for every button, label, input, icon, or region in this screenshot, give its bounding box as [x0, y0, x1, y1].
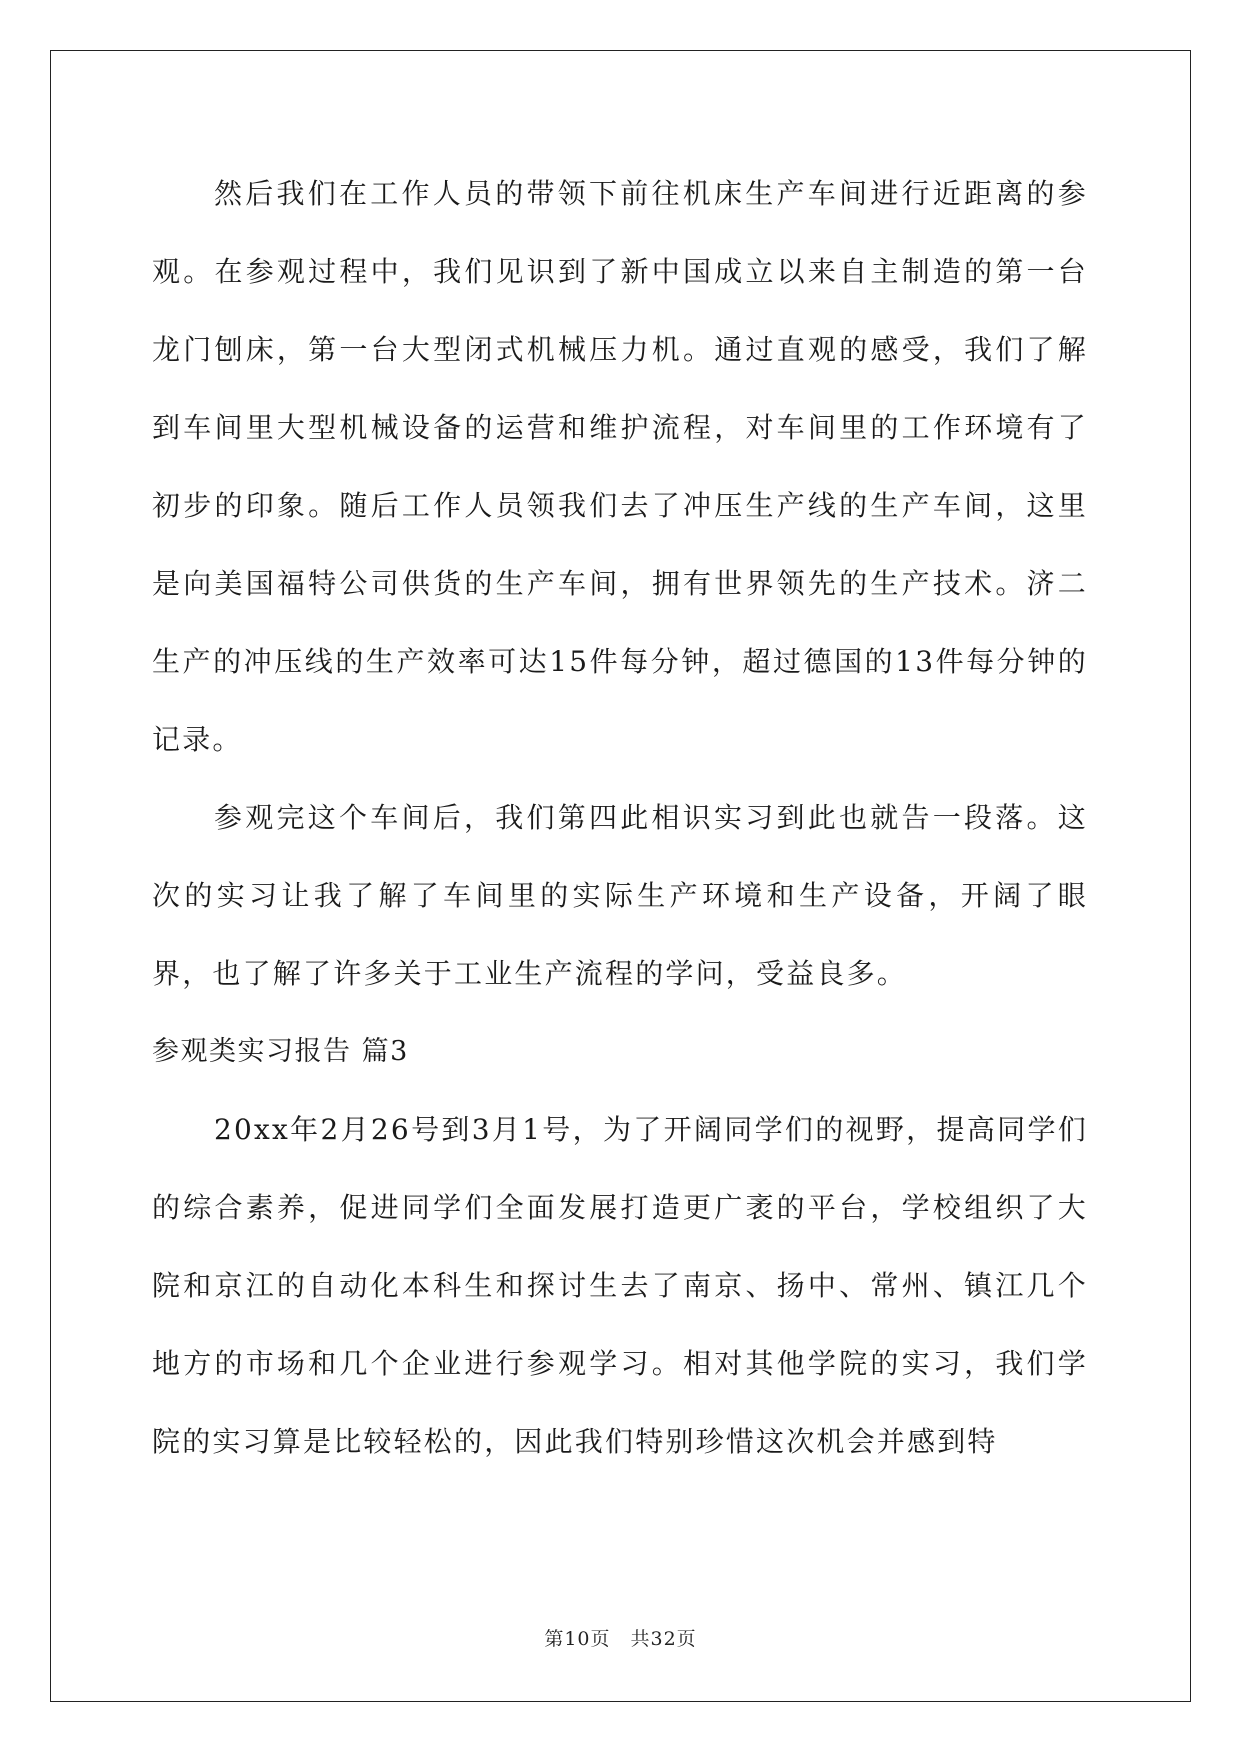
paragraph-visit-summary: 参观完这个车间后，我们第四此相识实习到此也就告一段落。这次的实习让我了解了车间里的实际生产环境和生产设备，开阔了眼界，也了解了许多关于工业生产流程的学问，受益良多。: [152, 801, 1088, 990]
page-number-footer: 第10页 共32页: [544, 1628, 697, 1650]
paragraph-workshop-visit: 然后我们在工作人员的带领下前往机床生产车间进行近距离的参观。在参观过程中，我们见识到了新中国成立以来自主制造的第一台龙门刨床，第一台大型闭式机械压力机。通过直观的感受，我们了解到车间里大型机械设备的运营和维护流程，对车间里的工作环境有了初步的印象。随后工作人员领我们去了冲压生产线的生产车间，这里是向美国福特公司供货的生产车间，拥有世界领先的生产技术。济二生产的冲压线的生产效率可达15件每分钟，超过德国的13件每分钟的记录。: [152, 177, 1088, 756]
section-heading: 参观类实习报告 篇3: [152, 1036, 409, 1067]
paragraph-section-intro: 20xx年2月26号到3月1号，为了开阔同学们的视野，提高同学们的综合素养，促进同学们全面发展打造更广袤的平台，学校组织了大院和京江的自动化本科生和探讨生去了南京、扬中、常州、镇江几个地方的市场和几个企业进行参观学习。相对其他学院的实习，我们学院的实习算是比较轻松的，因此我们特别珍惜这次机会并感到特: [152, 1113, 1088, 1458]
document-body: [152, 155, 1088, 1481]
